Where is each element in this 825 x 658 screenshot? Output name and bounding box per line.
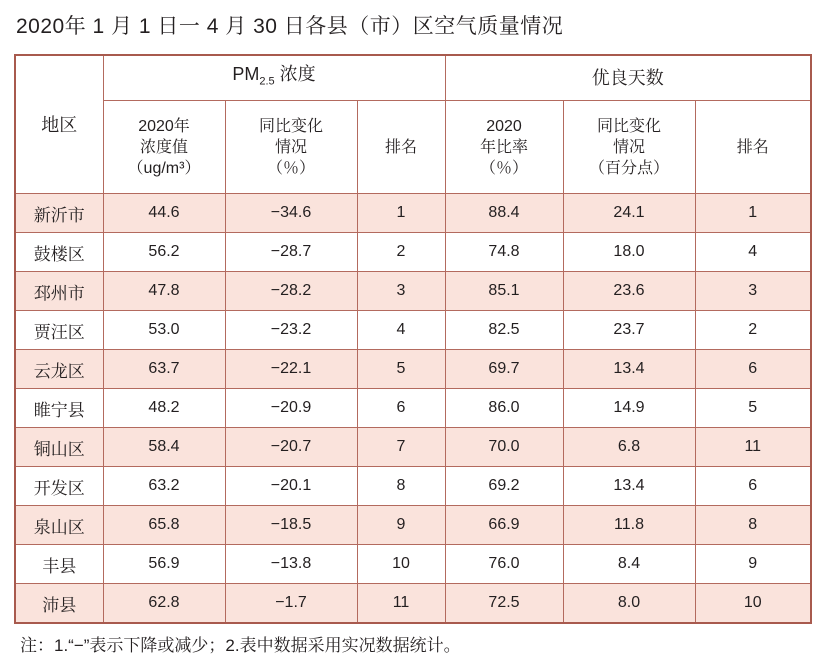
header-days-rank: 排名 xyxy=(695,101,811,194)
cell-region: 贾汪区 xyxy=(15,311,103,350)
cell-days-change: 14.9 xyxy=(563,389,695,428)
cell-days-change: 13.4 xyxy=(563,350,695,389)
table-note: 注：1.“−”表示下降或减少；2.表中数据采用实况数据统计。 xyxy=(20,636,461,655)
header-days-value-l3: （％） xyxy=(479,159,528,177)
header-days-value-l2: 年比率 xyxy=(479,138,528,156)
header-group-pm25-label: $PM_{2.5}$ 浓度 xyxy=(232,64,316,88)
cell-pm25-rank: 7 xyxy=(357,428,445,467)
cell-region: 云龙区 xyxy=(15,350,103,389)
table-row xyxy=(15,272,811,311)
cell-region: 新沂市 xyxy=(15,194,103,233)
cell-pm25-value: 65.8 xyxy=(103,506,225,545)
cell-days-value: 85.1 xyxy=(445,272,563,311)
air-quality-table xyxy=(14,54,812,624)
cell-pm25-rank: 1 xyxy=(357,194,445,233)
header-pm25-value-l1: 2020年 xyxy=(138,117,190,135)
header-pm25-change-l1: 同比变化 xyxy=(258,117,323,135)
header-pm25-value xyxy=(103,101,225,194)
page-title: 2020年 1 月 1 日一 4 月 30 日各县（市）区空气质量情况 xyxy=(16,15,564,38)
cell-pm25-value: 48.2 xyxy=(103,389,225,428)
table-row xyxy=(15,584,811,624)
table-row xyxy=(15,467,811,506)
cell-pm25-change: −23.2 xyxy=(225,311,357,350)
cell-days-value: 82.5 xyxy=(445,311,563,350)
cell-days-value: 88.4 xyxy=(445,194,563,233)
cell-days-value: 76.0 xyxy=(445,545,563,584)
table-row xyxy=(15,194,811,233)
cell-pm25-change: −22.1 xyxy=(225,350,357,389)
cell-pm25-value: 63.7 xyxy=(103,350,225,389)
cell-region: 邳州市 xyxy=(15,272,103,311)
cell-pm25-change: −28.2 xyxy=(225,272,357,311)
cell-region: 睢宁县 xyxy=(15,389,103,428)
header-pm25-value-l2: 浓度值 xyxy=(139,138,188,156)
cell-pm25-rank: 2 xyxy=(357,233,445,272)
header-pm25-change-l2: 情况 xyxy=(274,138,307,156)
cell-days-value: 72.5 xyxy=(445,584,563,624)
cell-pm25-change: −20.1 xyxy=(225,467,357,506)
cell-pm25-value: 53.0 xyxy=(103,311,225,350)
cell-days-rank: 11 xyxy=(695,428,811,467)
cell-days-value: 69.7 xyxy=(445,350,563,389)
header-days-change-l3: （百分点） xyxy=(588,159,669,177)
cell-pm25-value: 58.4 xyxy=(103,428,225,467)
cell-pm25-rank: 6 xyxy=(357,389,445,428)
cell-days-value: 70.0 xyxy=(445,428,563,467)
cell-pm25-value: 44.6 xyxy=(103,194,225,233)
cell-days-value: 69.2 xyxy=(445,467,563,506)
cell-pm25-change: −20.7 xyxy=(225,428,357,467)
cell-pm25-value: 47.8 xyxy=(103,272,225,311)
table-row xyxy=(15,506,811,545)
header-days-change-l2: 情况 xyxy=(612,138,645,156)
cell-pm25-change: −28.7 xyxy=(225,233,357,272)
header-pm25-rank: 排名 xyxy=(357,101,445,194)
cell-days-rank: 5 xyxy=(695,389,811,428)
cell-pm25-rank: 11 xyxy=(357,584,445,624)
cell-days-rank: 4 xyxy=(695,233,811,272)
cell-pm25-rank: 3 xyxy=(357,272,445,311)
cell-days-rank: 9 xyxy=(695,545,811,584)
cell-region: 丰县 xyxy=(15,545,103,584)
cell-pm25-rank: 5 xyxy=(357,350,445,389)
cell-days-rank: 3 xyxy=(695,272,811,311)
table-body xyxy=(15,194,811,624)
cell-days-change: 8.0 xyxy=(563,584,695,624)
cell-days-change: 24.1 xyxy=(563,194,695,233)
header-pm25-change-l3: （％） xyxy=(266,159,315,177)
header-days-change xyxy=(563,101,695,194)
cell-pm25-change: −13.8 xyxy=(225,545,357,584)
cell-region: 泉山区 xyxy=(15,506,103,545)
cell-days-rank: 6 xyxy=(695,350,811,389)
cell-pm25-value: 62.8 xyxy=(103,584,225,624)
cell-region: 鼓楼区 xyxy=(15,233,103,272)
cell-days-value: 74.8 xyxy=(445,233,563,272)
cell-days-change: 6.8 xyxy=(563,428,695,467)
cell-days-rank: 2 xyxy=(695,311,811,350)
header-group-days: 优良天数 xyxy=(445,55,811,101)
cell-pm25-rank: 4 xyxy=(357,311,445,350)
cell-region: 开发区 xyxy=(15,467,103,506)
header-pm25-change xyxy=(225,101,357,194)
cell-pm25-change: −34.6 xyxy=(225,194,357,233)
cell-pm25-change: −1.7 xyxy=(225,584,357,624)
cell-pm25-change: −18.5 xyxy=(225,506,357,545)
table-row xyxy=(15,311,811,350)
cell-pm25-rank: 8 xyxy=(357,467,445,506)
cell-pm25-value: 56.9 xyxy=(103,545,225,584)
table-row xyxy=(15,545,811,584)
cell-days-rank: 1 xyxy=(695,194,811,233)
cell-days-change: 8.4 xyxy=(563,545,695,584)
header-region: 地区 xyxy=(15,55,103,194)
header-group-row xyxy=(15,55,811,101)
cell-days-change: 23.7 xyxy=(563,311,695,350)
table-row xyxy=(15,233,811,272)
header-days-change-l1: 同比变化 xyxy=(596,117,661,135)
cell-region: 沛县 xyxy=(15,584,103,624)
header-pm25-value-l3: （ug/m³） xyxy=(127,159,201,177)
table-row xyxy=(15,389,811,428)
cell-days-rank: 8 xyxy=(695,506,811,545)
cell-days-value: 86.0 xyxy=(445,389,563,428)
cell-pm25-value: 56.2 xyxy=(103,233,225,272)
table-header xyxy=(15,55,811,194)
header-days-value-l1: 2020 xyxy=(486,117,522,135)
cell-region: 铜山区 xyxy=(15,428,103,467)
cell-days-change: 23.6 xyxy=(563,272,695,311)
cell-days-change: 11.8 xyxy=(563,506,695,545)
cell-days-change: 13.4 xyxy=(563,467,695,506)
header-days-value xyxy=(445,101,563,194)
cell-days-rank: 6 xyxy=(695,467,811,506)
cell-days-rank: 10 xyxy=(695,584,811,624)
cell-pm25-rank: 10 xyxy=(357,545,445,584)
cell-pm25-change: −20.9 xyxy=(225,389,357,428)
header-group-pm25 xyxy=(103,55,445,101)
table-row xyxy=(15,428,811,467)
cell-pm25-rank: 9 xyxy=(357,506,445,545)
table-row xyxy=(15,350,811,389)
cell-days-change: 18.0 xyxy=(563,233,695,272)
header-sub-row xyxy=(15,101,811,194)
cell-pm25-value: 63.2 xyxy=(103,467,225,506)
cell-days-value: 66.9 xyxy=(445,506,563,545)
